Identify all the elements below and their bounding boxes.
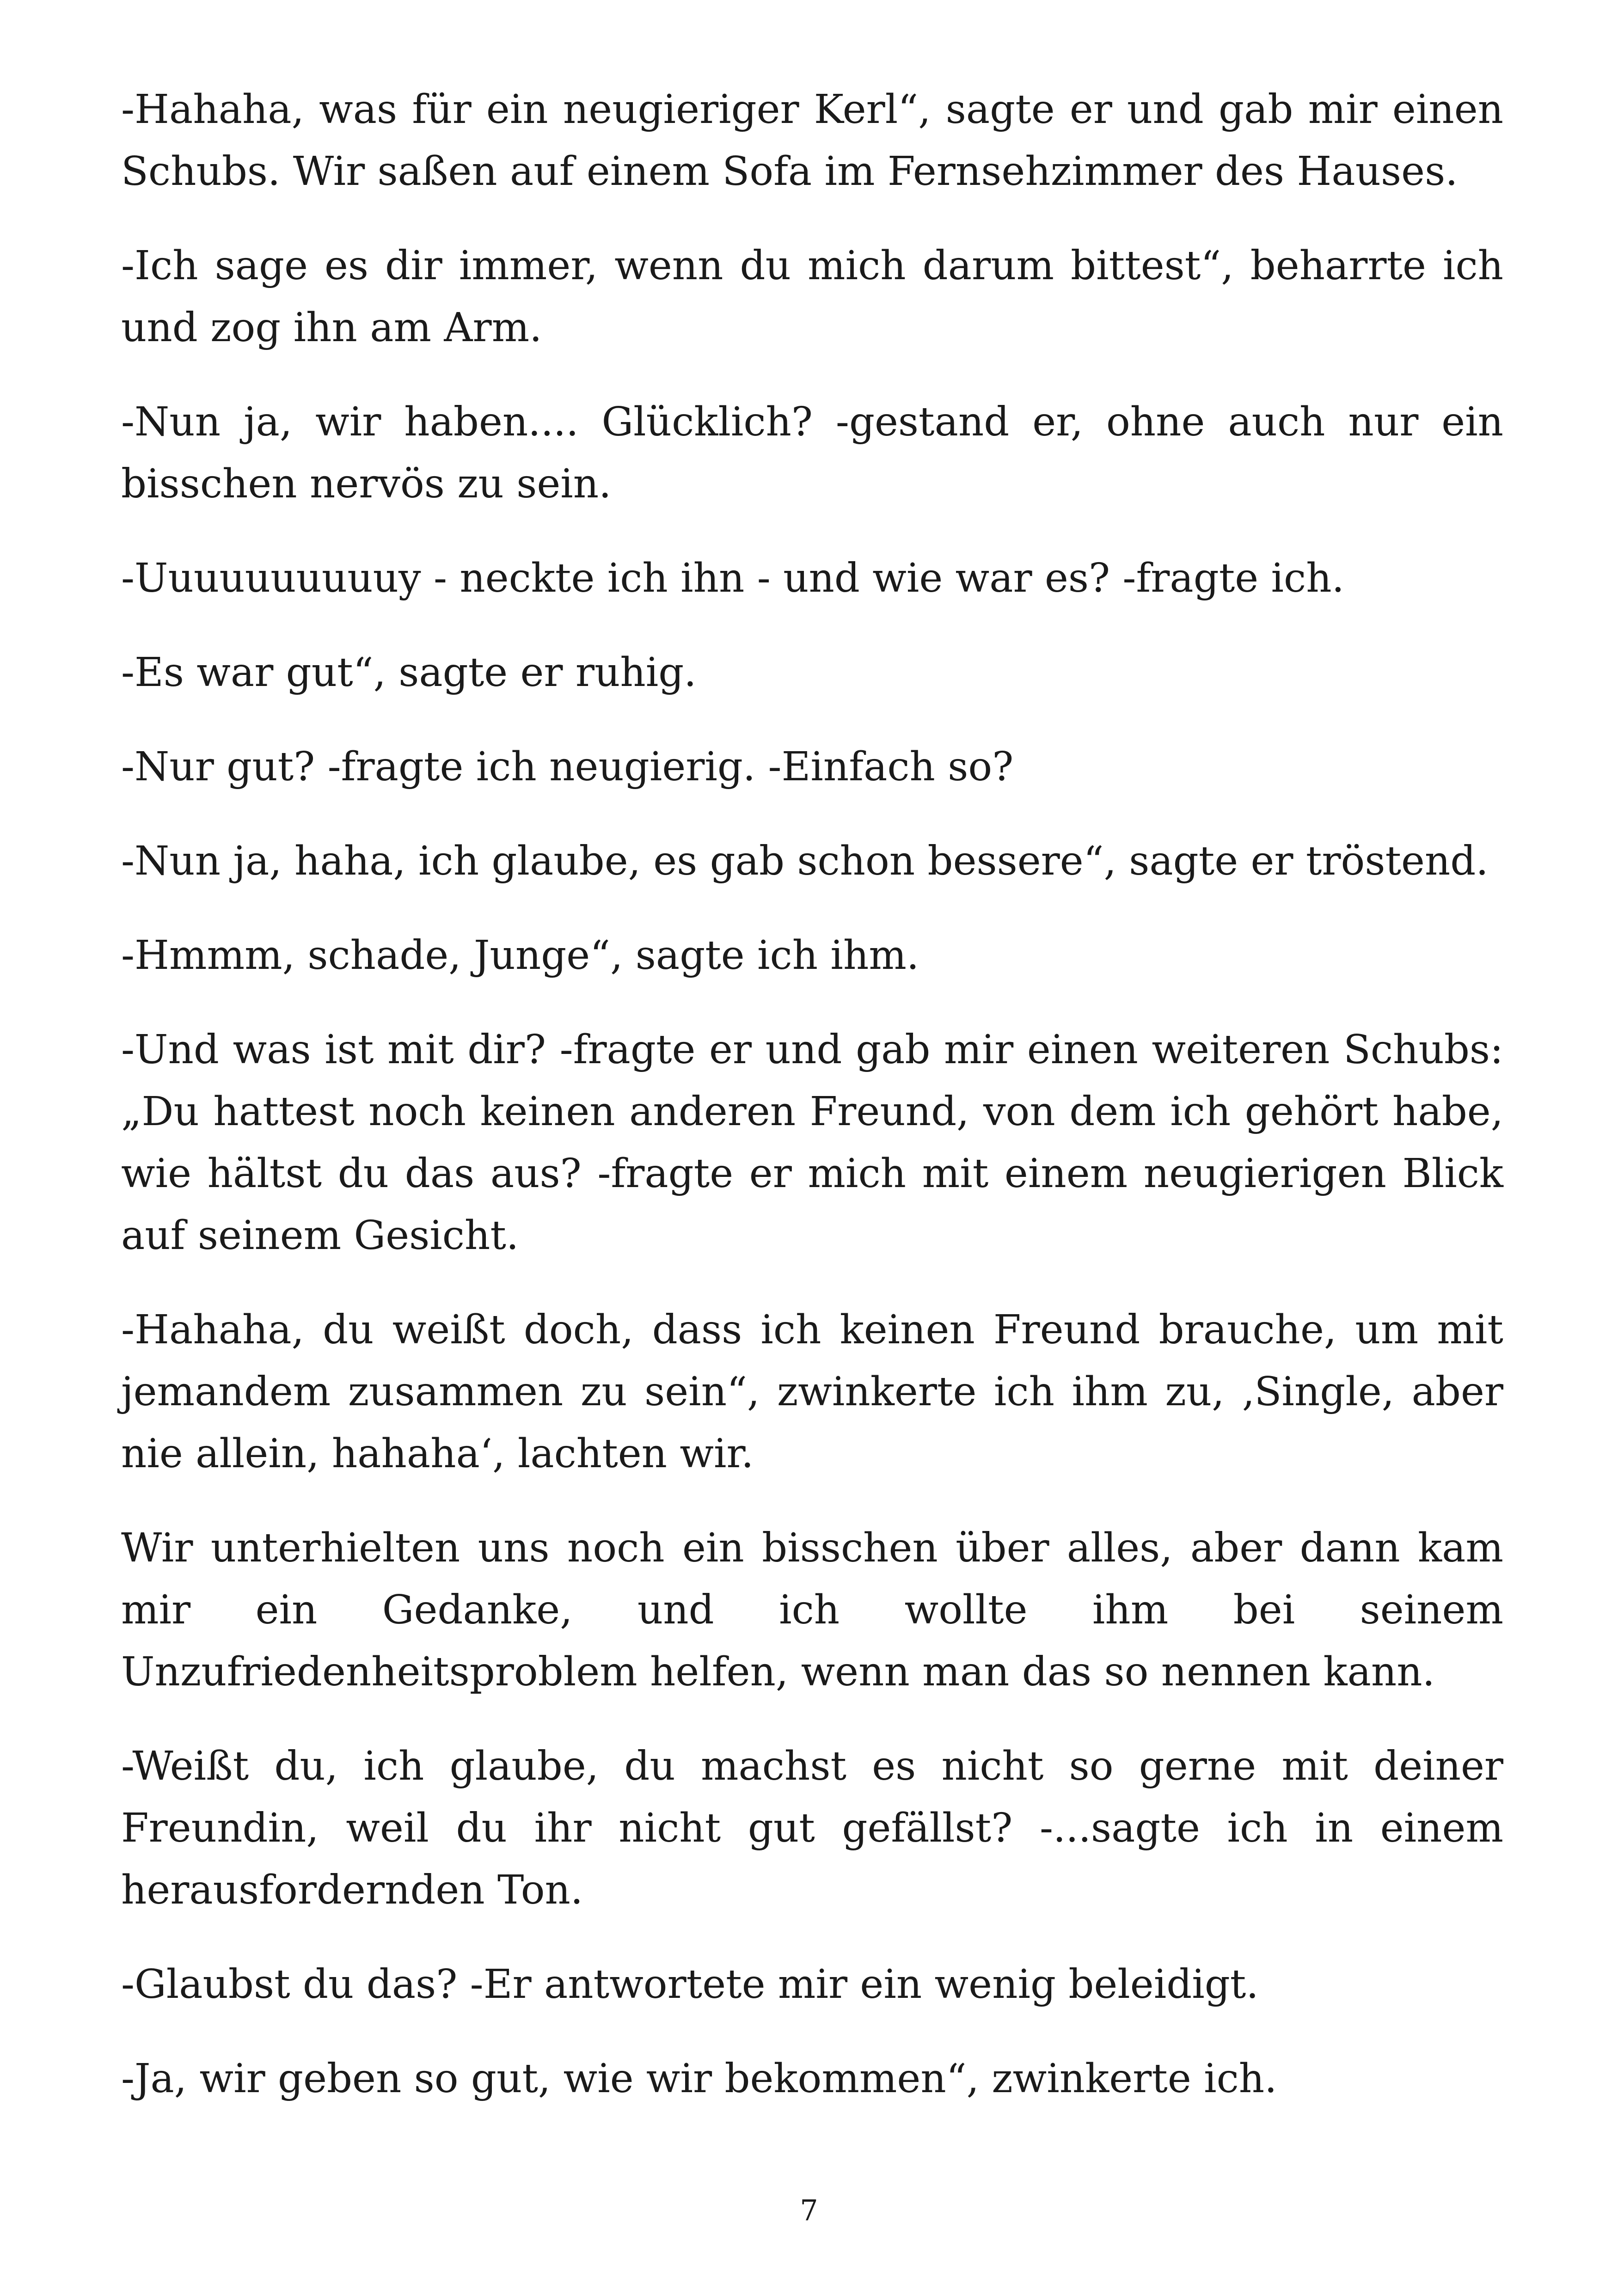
- paragraph-14: -Ja, wir geben so gut, wie wir bekommen“, zwinkerte ich.: [121, 2056, 1277, 2102]
- paragraph-10: -Hahaha, du weißt doch, dass ich keinen Freund brauche, um mit jemandem zusammen zu sein“, zwinkerte ich ihm zu, ‚Single, aber nie allein, hahaha‘, lachten wir.: [121, 1307, 1503, 1477]
- paragraph-5: -Es war gut“, sagte er ruhig.: [121, 649, 697, 696]
- paragraph-9: -Und was ist mit dir? -fragte er und gab mir einen weiteren Schubs: „Du hattest noch keinen anderen Freund, von dem ich gehört habe, wie hältst du das aus? -fragte er mich mit einem neugierigen Blick auf seinem Gesicht.: [121, 1027, 1503, 1259]
- paragraph-2: -Ich sage es dir immer, wenn du mich darum bittest“, beharrte ich und zog ihn am Arm.: [121, 243, 1503, 351]
- paragraph-1: -Hahaha, was für ein neugieriger Kerl“, sagte er und gab mir einen Schubs. Wir saßen auf einem Sofa im Fernsehzimmer des Hauses.: [121, 86, 1503, 195]
- paragraph-8: -Hmmm, schade, Junge“, sagte ich ihm.: [121, 932, 919, 979]
- paragraph-12: -Weißt du, ich glaube, du machst es nicht so gerne mit deiner Freundin, weil du ihr nicht gut gefällst? -...sagte ich in einem herausfordernden Ton.: [121, 1743, 1503, 1913]
- page-number: 7: [800, 2193, 818, 2227]
- paragraph-6: -Nur gut? -fragte ich neugierig. -Einfach so?: [121, 744, 1014, 790]
- paragraph-4: -Uuuuuuuuuuy - neckte ich ihn - und wie war es? -fragte ich.: [121, 555, 1344, 601]
- paragraph-7: -Nun ja, haha, ich glaube, es gab schon bessere“, sagte er tröstend.: [121, 838, 1489, 884]
- paragraph-13: -Glaubst du das? -Er antwortete mir ein wenig beleidigt.: [121, 1961, 1259, 2008]
- paragraph-3: -Nun ja, wir haben.... Glücklich? -gestand er, ohne auch nur ein bisschen nervös zu sein.: [121, 399, 1503, 507]
- text-body: [121, 79, 1503, 2142]
- paragraph-11: Wir unterhielten uns noch ein bisschen über alles, aber dann kam mir ein Gedanke, und ich wollte ihm bei seinem Unzufriedenheitsproblem helfen, wenn man das so nennen kann.: [121, 1525, 1503, 1695]
